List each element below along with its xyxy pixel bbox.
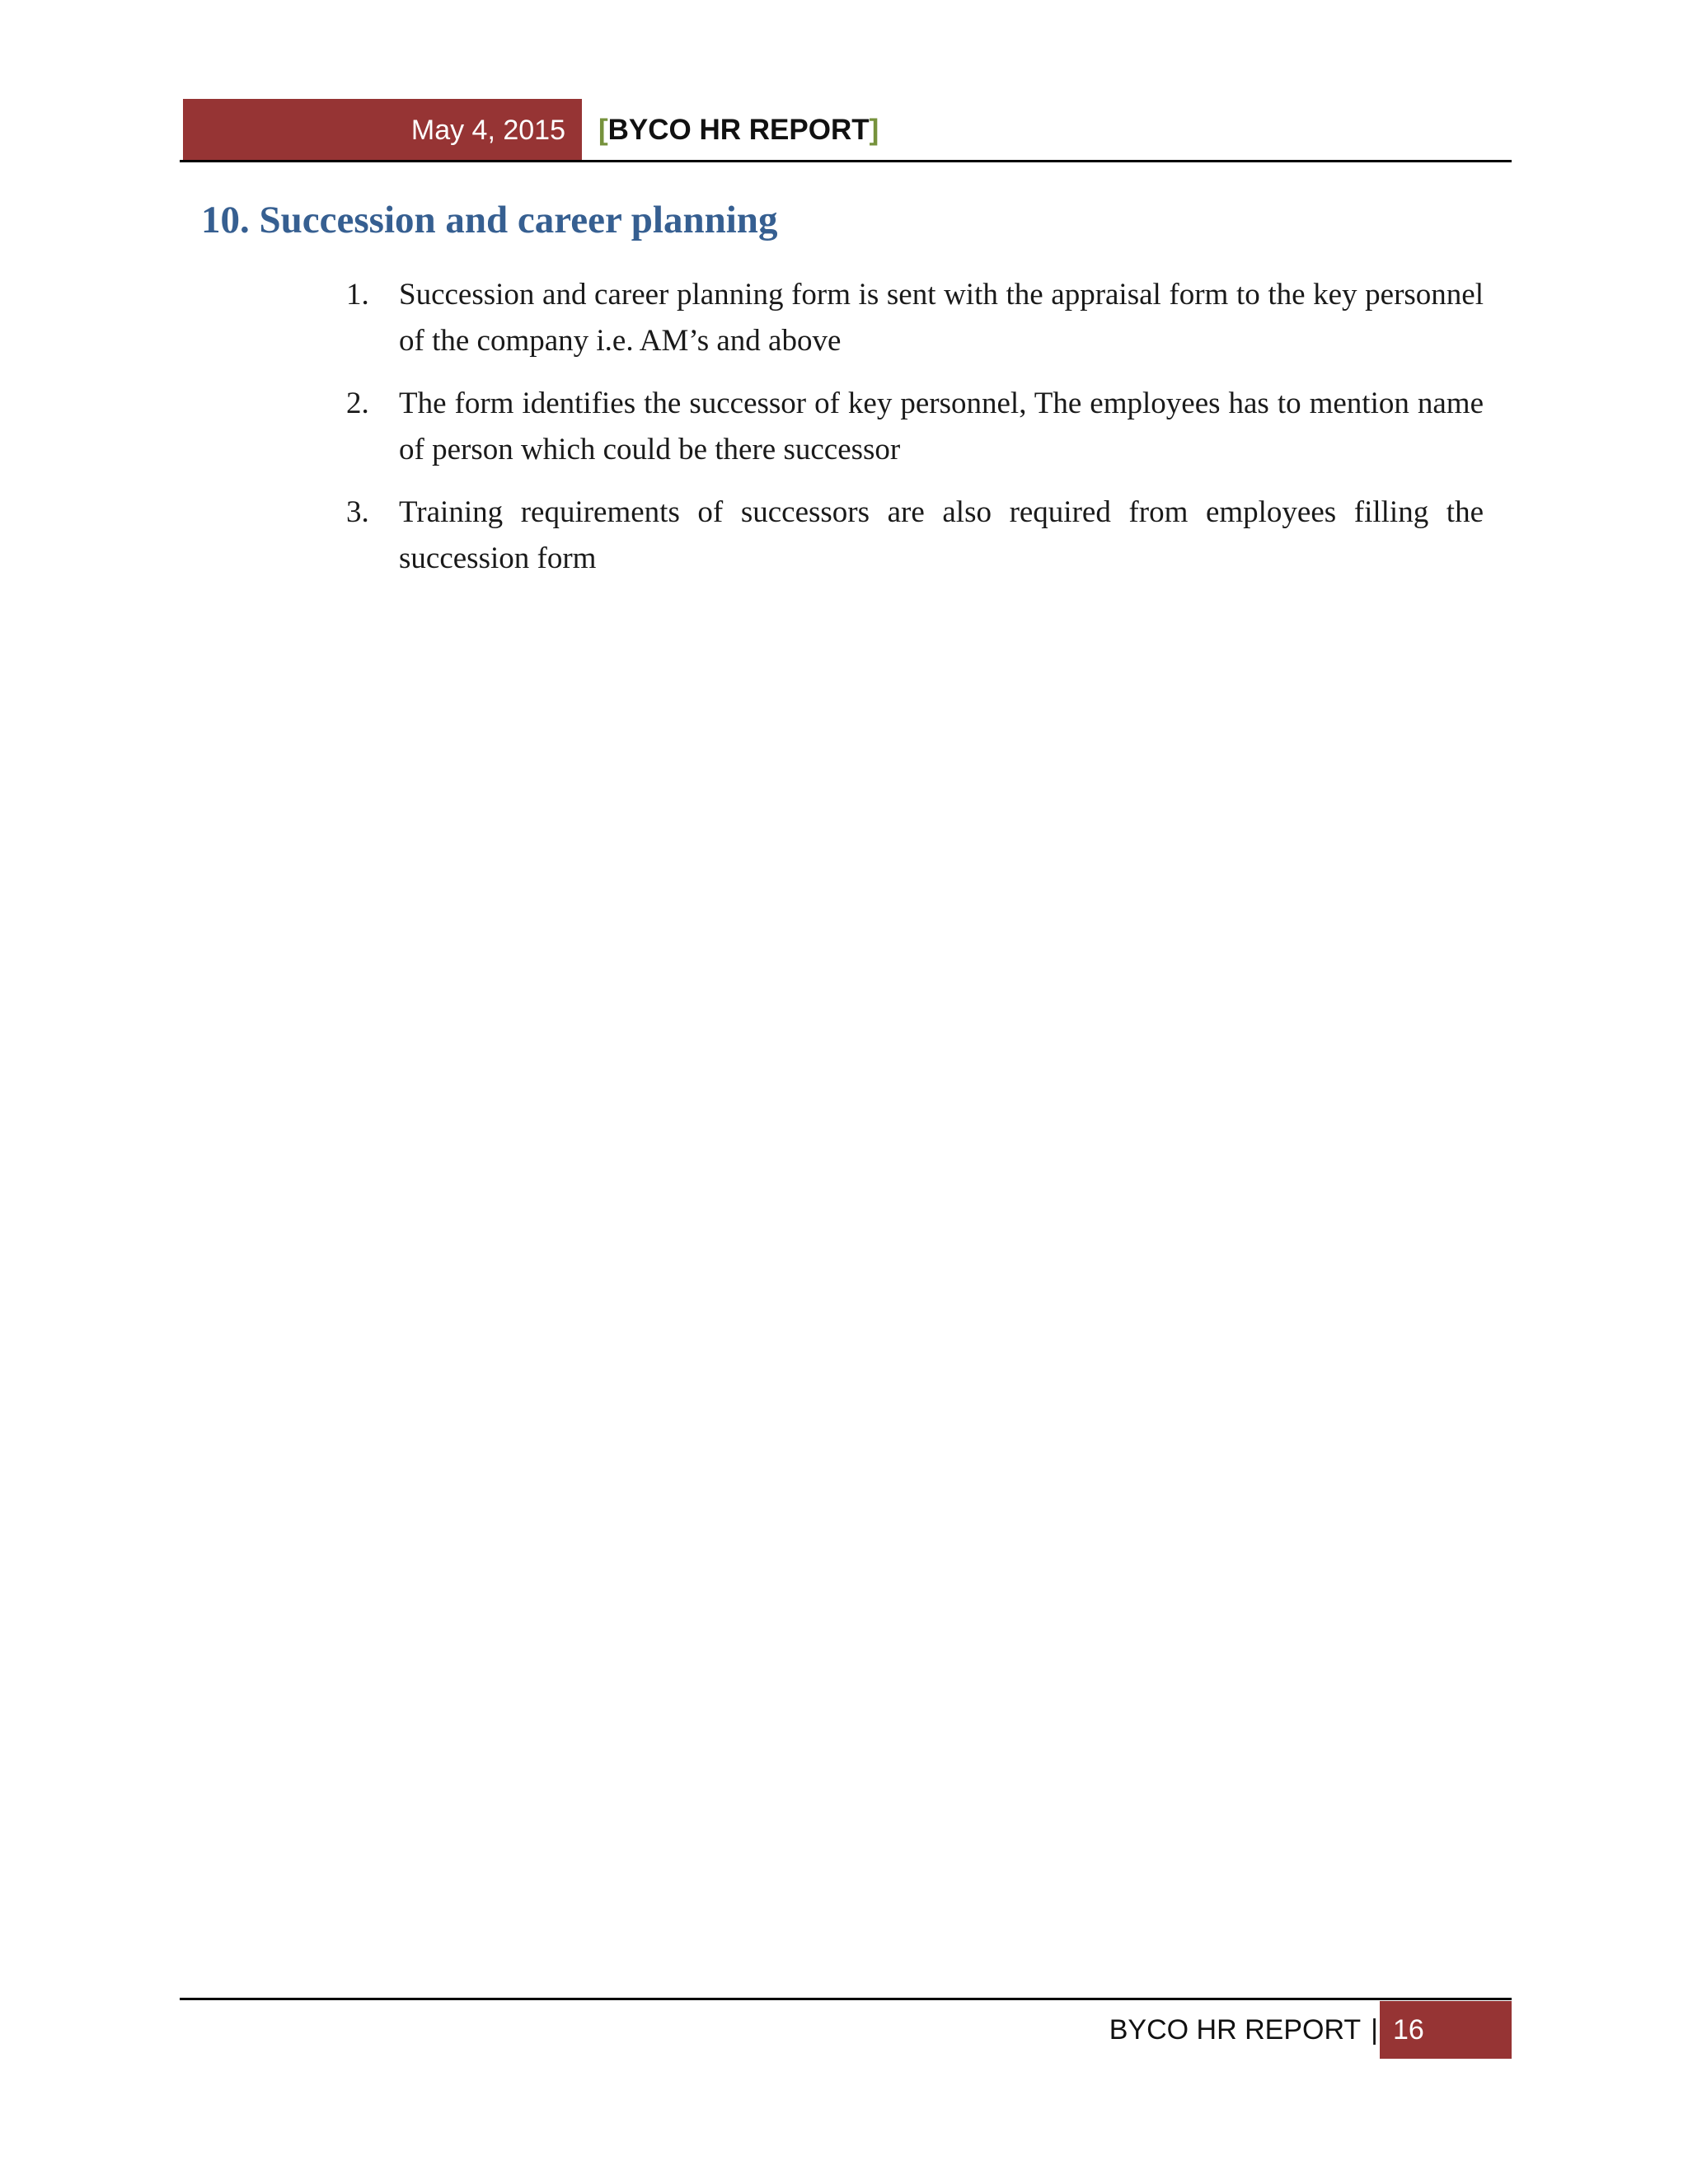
section-heading: 10. Succession and career planning — [201, 199, 778, 241]
header-title — [598, 99, 879, 162]
list-item-number: 1. — [346, 278, 369, 312]
footer-title-text: BYCO HR REPORT — [1109, 2013, 1362, 2046]
list-item-number: 3. — [346, 495, 369, 529]
footer-divider — [180, 1998, 1512, 2000]
footer-page-box — [1380, 2001, 1512, 2059]
list-item — [346, 272, 1484, 364]
numbered-list — [346, 272, 1484, 598]
list-item-text: Training requirements of successors are also required from employees filling the succession form — [399, 495, 1484, 575]
header-bracket-close: ] — [869, 114, 879, 146]
footer-title — [1109, 2001, 1378, 2059]
header-date-bar — [183, 99, 582, 162]
header-divider — [180, 160, 1512, 162]
list-item-text: The form identifies the successor of key personnel, The employees has to mention name of person which could be there successor — [399, 387, 1484, 466]
list-item — [346, 490, 1484, 582]
header-date: May 4, 2015 — [410, 114, 565, 146]
footer-separator: | — [1371, 2013, 1378, 2046]
header-bracket-open: [ — [598, 114, 608, 146]
list-item — [346, 381, 1484, 473]
page-number: 16 — [1393, 2013, 1424, 2046]
list-item-number: 2. — [346, 387, 369, 420]
list-item-text: Succession and career planning form is sent with the appraisal form to the key personnel of the company i.e. AM’s and above — [399, 278, 1484, 358]
header-title-text: BYCO HR REPORT — [607, 114, 870, 146]
